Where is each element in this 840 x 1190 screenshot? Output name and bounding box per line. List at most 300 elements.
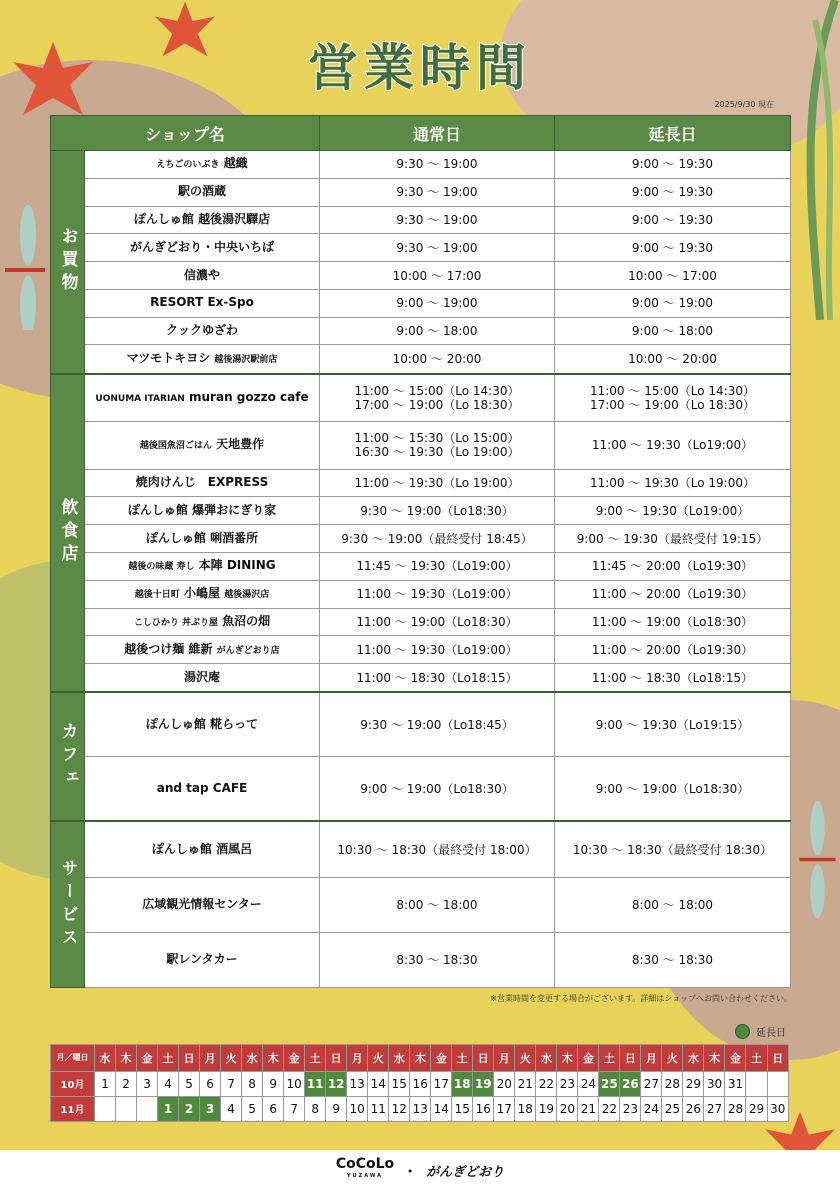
shop-name: がんぎどおり・中央いちば [129,239,274,254]
day-cell: 10 [284,1071,305,1096]
day-cell: 14 [368,1071,389,1096]
shop-suffix: がんぎどおり店 [216,645,280,656]
weekday-cell: 日 [179,1045,200,1072]
day-cell: 22 [536,1071,557,1096]
shop-name-cell [85,422,320,469]
weekday-cell: 水 [95,1045,116,1072]
cocolo-logo [336,1158,394,1182]
day-cell: 7 [284,1096,305,1121]
hours-line: 9:00 〜 18:00 [631,324,714,339]
notice-text: ※営業時間を変更する場合がございます。詳細はショップへお問い合わせください。 [490,994,792,1003]
table-row [51,525,791,553]
day-cell: 11 [305,1071,326,1096]
shop-name-cell [85,374,320,422]
shop-name-cell [85,932,320,987]
weekday-row [51,1045,789,1072]
extended-hours-cell [555,664,791,693]
shop-prefix: 越後十日町 [134,590,180,601]
empty-day-cell [137,1096,158,1121]
day-cell: 13 [410,1096,431,1121]
category-label: お買物 [51,151,85,374]
hours-line: 10:00 〜 17:00 [392,268,482,283]
hours-line: 11:00 〜 19:30（Lo 19:00） [589,476,755,491]
table-row [51,821,791,877]
hours-line: 9:00 〜 19:30 [631,212,714,227]
hours-line: 10:30 〜 18:30（最終受付 18:30） [572,842,773,857]
day-cell: 3 [137,1071,158,1096]
day-cell: 13 [347,1071,368,1096]
hours-line: 9:00 〜 19:00（Lo18:30） [595,781,750,796]
table-row [51,374,791,422]
dragonfly-icon [795,790,840,920]
hours-line: 8:30 〜 18:30 [396,952,478,967]
shop-prefix: UONUMA ITARIAN [95,393,185,404]
empty-day-cell [746,1071,767,1096]
normal-hours-cell [320,317,555,345]
shop-prefix: 越後国魚沼ごはん [139,441,212,452]
day-cell: 15 [452,1096,473,1121]
hours-line: 11:45 〜 19:30（Lo19:00） [356,559,518,574]
day-cell: 10 [347,1096,368,1121]
empty-day-cell [767,1071,789,1096]
day-cell: 21 [578,1096,599,1121]
day-cell: 15 [389,1071,410,1096]
weekday-cell: 火 [368,1045,389,1072]
weekday-cell: 土 [158,1045,179,1072]
extended-hours-cell [555,262,791,290]
footer [0,1150,840,1190]
day-cell: 17 [494,1096,515,1121]
day-cell: 4 [158,1071,179,1096]
day-cell: 19 [473,1071,494,1096]
category-label: 飲食店 [51,374,85,693]
day-cell: 14 [431,1096,452,1121]
shop-name-cell [85,151,320,179]
day-cell: 25 [662,1096,683,1121]
hours-line: 9:00 〜 19:30 [631,185,714,200]
hours-table [50,115,791,988]
weekday-cell: 金 [578,1045,599,1072]
shop-name: muran gozzo cafe [189,389,309,404]
hours-line: 10:00 〜 17:00 [628,268,717,283]
weekday-cell: 月 [347,1045,368,1072]
hours-line: 9:30 〜 19:00 [396,157,478,172]
shop-name-cell [85,553,320,581]
weekday-cell: 日 [767,1045,789,1072]
calendar-corner: 月／曜日 [51,1045,95,1072]
shop-name: 焼肉けんじ EXPRESS [135,475,269,490]
shop-name: 駅レンタカー [166,951,238,966]
day-cell: 24 [641,1096,662,1121]
normal-hours-cell [320,345,555,374]
hours-line: 11:00 〜 15:00（Lo 14:30） [354,383,520,398]
shop-name: and tap CAFE [156,780,248,795]
shop-name-cell [85,469,320,497]
shop-name-cell [85,345,320,374]
table-row [51,664,791,693]
table-row [51,757,791,822]
weekday-cell: 水 [536,1045,557,1072]
day-cell: 29 [746,1096,767,1121]
shop-name-cell [85,608,320,636]
normal-hours-cell [320,692,555,757]
weekday-cell: 金 [284,1045,305,1072]
extended-hours-cell [555,608,791,636]
day-cell: 12 [389,1096,410,1121]
day-cell: 20 [494,1071,515,1096]
weekday-cell: 水 [242,1045,263,1072]
normal-hours-cell [320,608,555,636]
shop-name-cell [85,692,320,757]
extended-hours-cell [555,374,791,422]
day-cell: 25 [599,1071,620,1096]
extended-hours-cell [555,878,791,933]
shop-name: 湯沢庵 [183,669,220,684]
weekday-cell: 金 [431,1045,452,1072]
day-cell: 23 [557,1071,578,1096]
normal-hours-cell [320,497,555,525]
day-cell: 17 [431,1071,452,1096]
day-cell: 1 [95,1071,116,1096]
hours-line: 10:00 〜 20:00 [392,352,482,367]
day-cell: 11 [368,1096,389,1121]
extended-hours-cell [555,580,791,608]
weekday-cell: 火 [221,1045,242,1072]
normal-hours-cell [320,206,555,234]
normal-hours-cell [320,469,555,497]
legend [735,1024,786,1039]
day-cell: 2 [179,1096,200,1121]
category-label: カフェ [51,692,85,821]
hours-line: 9:30 〜 19:00（最終受付 18:45） [341,531,533,546]
shop-prefix: えちごのいぶき [156,160,220,171]
hours-line: 9:00 〜 19:00 [396,296,478,311]
normal-hours-cell [320,525,555,553]
extended-hours-cell [555,932,791,987]
normal-hours-cell [320,878,555,933]
hours-line: 11:00 〜 15:30（Lo 15:00） [354,431,520,446]
shop-name-cell [85,497,320,525]
shop-name-cell [85,525,320,553]
hours-line: 10:30 〜 18:30（最終受付 18:00） [337,842,537,857]
extended-hours-cell [555,757,791,822]
shop-name: RESORT Ex-Spo [150,295,254,310]
header-shop: ショップ名 [51,116,320,151]
hours-line: 11:00 〜 19:30（Lo19:00） [356,587,518,602]
shop-name: 駅の酒蔵 [177,184,226,199]
normal-hours-cell [320,422,555,469]
empty-day-cell [116,1096,137,1121]
hours-line: 16:30 〜 19:30（Lo 19:00） [354,445,520,460]
hours-line: 11:00 〜 20:00（Lo19:30） [591,642,754,657]
hours-line: 9:30 〜 19:00（Lo18:45） [360,717,514,732]
extended-hours-cell [555,234,791,262]
weekday-cell: 月 [641,1045,662,1072]
table-row [51,553,791,581]
normal-hours-cell [320,374,555,422]
shop-name-cell [85,317,320,345]
shop-name: ぽんしゅ館 唎酒番所 [145,530,259,545]
shop-name: 越織 [223,156,248,171]
month-row [51,1096,789,1121]
day-cell: 16 [473,1096,494,1121]
table-row [51,608,791,636]
shop-suffix: 越後湯沢店 [224,590,270,601]
weekday-cell: 日 [473,1045,494,1072]
hours-line: 11:00 〜 19:00（Lo18:30） [591,614,754,629]
shop-name-cell [85,262,320,290]
shop-name-cell [85,878,320,933]
shop-name: 天地豊作 [216,437,265,452]
shop-name: クックゆざわ [165,323,238,338]
legend-dot-icon [735,1024,750,1039]
extended-hours-cell [555,553,791,581]
day-cell: 9 [263,1071,284,1096]
shop-name-cell [85,234,320,262]
hours-line: 10:00 〜 20:00 [628,352,717,367]
day-cell: 21 [515,1071,536,1096]
day-cell: 29 [683,1071,704,1096]
extended-hours-cell [555,821,791,877]
day-cell: 2 [116,1071,137,1096]
hours-line: 9:00 〜 18:00 [396,324,478,339]
day-cell: 31 [725,1071,746,1096]
day-cell: 20 [557,1096,578,1121]
hours-line: 11:00 〜 20:00（Lo19:30） [591,587,754,602]
table-row [51,692,791,757]
hours-line: 8:00 〜 18:00 [396,898,478,913]
day-cell: 23 [620,1096,641,1121]
table-row [51,469,791,497]
shop-name-cell [85,821,320,877]
logo-sub-text: YUZAWA [346,1173,384,1179]
weekday-cell: 金 [137,1045,158,1072]
hours-line: 11:00 〜 19:00（Lo18:30） [356,614,518,629]
weekday-cell: 木 [704,1045,725,1072]
weekday-cell: 月 [494,1045,515,1072]
shop-name-cell [85,178,320,206]
weekday-cell: 木 [557,1045,578,1072]
table-row [51,878,791,933]
header-normal-day: 通常日 [320,116,555,151]
day-cell: 26 [683,1096,704,1121]
extended-hours-cell [555,636,791,664]
header-extended-day: 延長日 [555,116,791,151]
weekday-cell: 木 [116,1045,137,1072]
hours-line: 9:00 〜 19:30（Lo19:00） [595,503,750,518]
category-label: サービス [51,821,85,987]
hours-line: 9:00 〜 19:30（Lo19:15） [595,717,750,732]
day-cell: 28 [662,1071,683,1096]
hours-line: 11:45 〜 20:00（Lo19:30） [591,559,754,574]
shop-name-cell [85,289,320,317]
weekday-cell: 水 [683,1045,704,1072]
day-cell: 16 [410,1071,431,1096]
normal-hours-cell [320,234,555,262]
day-cell: 1 [158,1096,179,1121]
shop-suffix: 越後湯沢駅前店 [214,355,278,366]
month-row [51,1071,789,1096]
extended-hours-cell [555,692,791,757]
day-cell: 30 [704,1071,725,1096]
weekday-cell: 火 [662,1045,683,1072]
day-cell: 28 [725,1096,746,1121]
extended-hours-cell [555,317,791,345]
weekday-cell: 日 [326,1045,347,1072]
table-row [51,206,791,234]
shop-name: 魚沼の畑 [222,613,271,628]
day-cell: 8 [305,1096,326,1121]
shop-name: 越後つけ麺 維新 [124,641,213,656]
shop-name-cell [85,757,320,822]
normal-hours-cell [320,289,555,317]
hours-line: 9:00 〜 19:30 [631,157,714,172]
extended-hours-cell [555,525,791,553]
shop-name: マツモトキヨシ [126,351,211,366]
hours-line: 8:00 〜 18:00 [631,898,714,913]
normal-hours-cell [320,151,555,179]
table-row [51,151,791,179]
hours-line: 9:00 〜 19:30（最終受付 19:15） [576,531,769,546]
day-cell: 9 [326,1096,347,1121]
table-row [51,345,791,374]
normal-hours-cell [320,664,555,693]
day-cell: 18 [452,1071,473,1096]
normal-hours-cell [320,821,555,877]
extended-hours-cell [555,178,791,206]
normal-hours-cell [320,553,555,581]
hours-line: 17:00 〜 19:00（Lo 18:30） [354,397,520,412]
page-title: 営業時間 [308,39,532,97]
table-row [51,262,791,290]
shop-name: ぽんしゅ館 爆弾おにぎり家 [127,502,277,517]
normal-hours-cell [320,262,555,290]
day-cell: 26 [620,1071,641,1096]
weekday-cell: 土 [599,1045,620,1072]
hours-line: 9:00 〜 19:00（Lo18:30） [360,781,514,796]
normal-hours-cell [320,757,555,822]
day-cell: 24 [578,1071,599,1096]
day-cell: 8 [242,1071,263,1096]
hours-line: 9:30 〜 19:00 [396,212,478,227]
day-cell: 5 [242,1096,263,1121]
hours-line: 11:00 〜 19:30（Lo19:00） [356,642,518,657]
weekday-cell: 土 [452,1045,473,1072]
table-row [51,636,791,664]
hours-line: 9:00 〜 19:30 [631,240,714,255]
shop-name-cell [85,636,320,664]
dragonfly-icon [0,200,50,330]
shop-name: 小嶋屋 [183,586,220,601]
day-cell: 3 [200,1096,221,1121]
table-row [51,932,791,987]
hours-line: 9:30 〜 19:00 [396,240,478,255]
shop-name: 信濃や [183,267,220,282]
weekday-cell: 土 [746,1045,767,1072]
weekday-cell: 木 [410,1045,431,1072]
hours-line: 8:30 〜 18:30 [631,952,714,967]
table-row [51,178,791,206]
day-cell: 12 [326,1071,347,1096]
gangidori-logo: がんぎどおり [426,1164,505,1180]
weekday-cell: 金 [725,1045,746,1072]
hours-line: 9:30 〜 19:00（Lo18:30） [360,503,514,518]
as-of-date: 2025/9/30 現在 [714,100,774,109]
extended-hours-cell [555,345,791,374]
weekday-cell: 木 [263,1045,284,1072]
shop-name: 本陣 DINING [198,558,276,573]
day-cell: 19 [536,1096,557,1121]
table-row [51,422,791,469]
shop-name: ぽんしゅ館 糀らって [145,716,259,731]
normal-hours-cell [320,580,555,608]
logo-separator: ・ [402,1161,419,1181]
hours-line: 9:30 〜 19:00 [396,185,478,200]
hours-line: 17:00 〜 19:00（Lo 18:30） [589,397,755,412]
hours-line: 9:00 〜 19:00 [631,296,714,311]
legend-label: 延長日 [756,1028,786,1039]
extended-hours-cell [555,289,791,317]
shop-name: ぽんしゅ館 越後湯沢驛店 [133,211,271,226]
shop-name-cell [85,580,320,608]
weekday-cell: 火 [515,1045,536,1072]
shop-name: ぽんしゅ館 酒風呂 [151,841,253,856]
weekday-cell: 水 [389,1045,410,1072]
normal-hours-cell [320,636,555,664]
shop-name-cell [85,206,320,234]
hours-line: 11:00 〜 15:00（Lo 14:30） [589,383,755,398]
month-label: 11月 [51,1096,95,1121]
day-cell: 30 [767,1096,789,1121]
table-row [51,317,791,345]
extended-hours-cell [555,206,791,234]
day-cell: 22 [599,1096,620,1121]
day-cell: 4 [221,1096,242,1121]
extended-hours-cell [555,469,791,497]
day-cell: 5 [179,1071,200,1096]
shop-name-cell [85,664,320,693]
table-row [51,289,791,317]
hours-line: 11:00 〜 19:30（Lo19:00） [591,438,754,453]
extended-hours-cell [555,497,791,525]
weekday-cell: 土 [305,1045,326,1072]
day-cell: 7 [221,1071,242,1096]
day-cell: 18 [515,1096,536,1121]
table-row [51,497,791,525]
extended-hours-cell [555,151,791,179]
shop-name: 広域観光情報センター [142,897,262,912]
normal-hours-cell [320,932,555,987]
normal-hours-cell [320,178,555,206]
table-row [51,580,791,608]
day-cell: 27 [641,1071,662,1096]
empty-day-cell [95,1096,116,1121]
day-cell: 6 [263,1096,284,1121]
month-label: 10月 [51,1071,95,1096]
logo-main-text: CoCoLo [335,1156,395,1172]
hours-line: 11:00 〜 18:30（Lo18:15） [356,670,518,685]
table-row [51,234,791,262]
weekday-cell: 日 [620,1045,641,1072]
extended-hours-cell [555,422,791,469]
weekday-cell: 月 [200,1045,221,1072]
shop-prefix: 越後の味蔵 寿し [128,562,195,573]
shop-prefix: こしひかり 丼ぶり屋 [133,617,218,628]
hours-line: 11:00 〜 18:30（Lo18:15） [591,670,754,685]
day-cell: 6 [200,1071,221,1096]
hours-line: 11:00 〜 19:30（Lo 19:00） [354,476,520,491]
day-cell: 27 [704,1096,725,1121]
